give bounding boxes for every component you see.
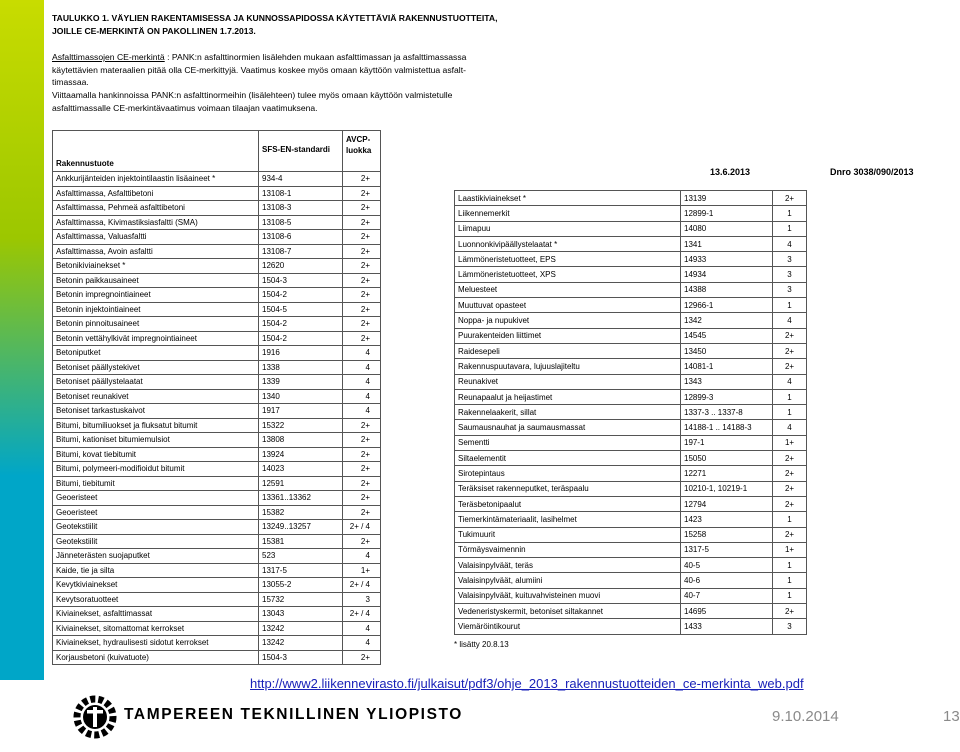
standard-cell: 1337-3 .. 1337-8 — [681, 405, 773, 420]
right-products-table — [454, 190, 807, 635]
avcp-class-cell: 1+ — [343, 563, 381, 578]
product-name-cell: Bitumi, kovat tiebitumit — [53, 447, 259, 462]
product-name-cell: Bitumi, tiebitumit — [53, 476, 259, 491]
table-row — [53, 505, 381, 520]
table-row — [455, 313, 807, 328]
footer-date: 9.10.2014 — [772, 708, 839, 725]
avcp-class-cell: 2+ — [343, 491, 381, 506]
table-row — [53, 375, 381, 390]
table-row — [455, 298, 807, 313]
standard-cell: 1338 — [259, 360, 343, 375]
avcp-class-cell: 2+ — [343, 317, 381, 332]
product-name-cell: Liimapuu — [455, 221, 681, 236]
standard-cell: 14188-1 .. 14188-3 — [681, 420, 773, 435]
table-row — [53, 491, 381, 506]
table-row — [53, 578, 381, 593]
avcp-class-cell: 2+ — [343, 273, 381, 288]
standard-cell: 1317-5 — [259, 563, 343, 578]
product-name-cell: Reunakivet — [455, 374, 681, 389]
product-name-cell: Vedeneristyskermit, betoniset siltakannet — [455, 604, 681, 619]
standard-cell: 14388 — [681, 282, 773, 297]
standard-cell: 12899-3 — [681, 389, 773, 404]
header-avcp: AVCP- luokka — [343, 131, 381, 172]
product-name-cell: Kiviainekset, hydraulisesti sidotut kerrokset — [53, 636, 259, 651]
standard-cell: 1504-2 — [259, 317, 343, 332]
paragraph-text: timassaa. — [52, 77, 89, 88]
standard-cell: 13361..13362 — [259, 491, 343, 506]
product-name-cell: Kevytsoratuotteet — [53, 592, 259, 607]
standard-cell: 12620 — [259, 259, 343, 274]
table-row — [455, 389, 807, 404]
table-row — [53, 172, 381, 187]
avcp-class-cell: 2+ — [343, 215, 381, 230]
title-line-1: TAULUKKO 1. VÄYLIEN RAKENTAMISESSA JA KUNNOSSAPIDOSSA KÄYTETTÄVIÄ RAKENNUSTUOTTEITA, — [52, 13, 498, 23]
table-row — [455, 573, 807, 588]
table-row — [455, 512, 807, 527]
table-row — [53, 244, 381, 259]
document-number: Dnro 3038/090/2013 — [830, 167, 914, 177]
table-row — [455, 588, 807, 603]
product-name-cell: Lämmöneristetuotteet, EPS — [455, 252, 681, 267]
avcp-class-cell: 3 — [343, 592, 381, 607]
standard-cell: 13139 — [681, 191, 773, 206]
left-products-table — [52, 130, 381, 665]
avcp-class-cell: 1+ — [773, 542, 807, 557]
table-row — [53, 389, 381, 404]
product-name-cell: Törmäysvaimennin — [455, 542, 681, 557]
product-name-cell: Bitumi, kationiset bitumiemulsiot — [53, 433, 259, 448]
table-row — [455, 252, 807, 267]
avcp-class-cell: 4 — [343, 360, 381, 375]
table-row — [53, 447, 381, 462]
table-row — [455, 496, 807, 511]
product-name-cell: Kiviainekset, sitomattomat kerrokset — [53, 621, 259, 636]
product-name-cell: Geoeristeet — [53, 491, 259, 506]
paragraph-lead: Asfalttimassojen CE-merkintä — [52, 52, 165, 63]
document-date: 13.6.2013 — [710, 167, 751, 177]
avcp-class-cell: 2+ — [773, 481, 807, 496]
standard-cell: 13450 — [681, 343, 773, 358]
table-row — [455, 542, 807, 557]
avcp-class-cell: 3 — [773, 282, 807, 297]
footnote: * lisätty 20.8.13 — [454, 640, 509, 649]
product-name-cell: Kaide, tie ja silta — [53, 563, 259, 578]
standard-cell: 1504-2 — [259, 331, 343, 346]
standard-cell: 13108-7 — [259, 244, 343, 259]
avcp-class-cell: 1+ — [773, 435, 807, 450]
avcp-class-cell: 2+ — [773, 496, 807, 511]
table-row — [53, 476, 381, 491]
product-name-cell: Lämmöneristetuotteet, XPS — [455, 267, 681, 282]
avcp-class-cell: 4 — [773, 313, 807, 328]
header-product: Rakennustuote — [53, 131, 259, 172]
avcp-class-cell: 3 — [773, 267, 807, 282]
avcp-class-cell: 2+ — [343, 201, 381, 216]
standard-cell: 40-7 — [681, 588, 773, 603]
standard-cell: 1504-5 — [259, 302, 343, 317]
avcp-class-cell: 2+ — [773, 343, 807, 358]
avcp-class-cell: 2+ — [343, 433, 381, 448]
product-name-cell: Meluesteet — [455, 282, 681, 297]
table-row — [53, 302, 381, 317]
paragraph-text: : PANK:n asfalttinormien lisälehden mukaan asfalttimassan ja asfalttimassassa — [164, 52, 467, 63]
university-name: TAMPEREEN TEKNILLINEN YLIOPISTO — [124, 706, 463, 723]
product-name-cell: Teräksiset rakenneputket, teräspaalu — [455, 481, 681, 496]
standard-cell: 14933 — [681, 252, 773, 267]
table-row — [53, 621, 381, 636]
product-name-cell: Asfalttimassa, Pehmeä asfalttibetoni — [53, 201, 259, 216]
table-row — [455, 267, 807, 282]
product-name-cell: Viemäröintikourut — [455, 619, 681, 634]
avcp-class-cell: 2+ — [343, 534, 381, 549]
avcp-class-cell: 2+ — [773, 466, 807, 481]
table-row — [455, 619, 807, 634]
product-name-cell: Betoniset tarkastuskaivot — [53, 404, 259, 419]
avcp-class-cell: 2+ — [343, 172, 381, 187]
standard-cell: 13055-2 — [259, 578, 343, 593]
standard-cell: 1339 — [259, 375, 343, 390]
product-name-cell: Betonin vettähylkivät impregnointiaineet — [53, 331, 259, 346]
avcp-class-cell: 2+ — [773, 359, 807, 374]
standard-cell: 12591 — [259, 476, 343, 491]
standard-cell: 1317-5 — [681, 542, 773, 557]
table-header-row — [53, 131, 381, 172]
standard-cell: 523 — [259, 549, 343, 564]
standard-cell: 14023 — [259, 462, 343, 477]
product-name-cell: Betonin impregnointiaineet — [53, 288, 259, 303]
product-name-cell: Valaisinpylväät, kuituvahvisteinen muovi — [455, 588, 681, 603]
product-name-cell: Noppa- ja nupukivet — [455, 313, 681, 328]
product-name-cell: Betonin pinnoitusaineet — [53, 317, 259, 332]
standard-cell: 12966-1 — [681, 298, 773, 313]
table-row — [455, 466, 807, 481]
table-row — [53, 230, 381, 245]
product-name-cell: Korjausbetoni (kuivatuote) — [53, 650, 259, 665]
table-row — [455, 481, 807, 496]
table-row — [455, 374, 807, 389]
table-row — [455, 343, 807, 358]
product-name-cell: Bitumi, bitumiliuokset ja fluksatut bitumit — [53, 418, 259, 433]
product-name-cell: Rakennelaakerit, sillat — [455, 405, 681, 420]
standard-cell: 14080 — [681, 221, 773, 236]
avcp-class-cell: 4 — [343, 549, 381, 564]
standard-cell: 15050 — [681, 451, 773, 466]
avcp-class-cell: 1 — [773, 221, 807, 236]
gear-logo-icon — [68, 690, 122, 744]
standard-cell: 12899-1 — [681, 206, 773, 221]
document-heading — [52, 12, 522, 114]
table-row — [455, 604, 807, 619]
product-name-cell: Kiviainekset, asfalttimassat — [53, 607, 259, 622]
standard-cell: 1504-2 — [259, 288, 343, 303]
standard-cell: 1917 — [259, 404, 343, 419]
avcp-class-cell: 4 — [773, 420, 807, 435]
standard-cell: 1504-3 — [259, 650, 343, 665]
product-name-cell: Jänneterästen suojaputket — [53, 549, 259, 564]
table-row — [53, 607, 381, 622]
avcp-class-cell: 3 — [773, 252, 807, 267]
avcp-class-cell: 2+ — [773, 328, 807, 343]
avcp-class-cell: 2+ — [343, 650, 381, 665]
standard-cell: 1423 — [681, 512, 773, 527]
avcp-class-cell: 4 — [343, 346, 381, 361]
table-row — [455, 420, 807, 435]
title-line-2: JOILLE CE-MERKINTÄ ON PAKOLLINEN 1.7.2013. — [52, 25, 256, 36]
accent-bar — [0, 0, 44, 680]
product-name-cell: Sirotepintaus — [455, 466, 681, 481]
standard-cell: 1433 — [681, 619, 773, 634]
table-row — [455, 221, 807, 236]
product-name-cell: Geotekstiilit — [53, 520, 259, 535]
avcp-class-cell: 2+ — [343, 259, 381, 274]
product-name-cell: Rakennuspuutavara, lujuuslajiteltu — [455, 359, 681, 374]
product-name-cell: Ankkurijänteiden injektointilaastin lisäaineet * — [53, 172, 259, 187]
standard-cell: 13242 — [259, 621, 343, 636]
product-name-cell: Teräsbetonipaalut — [455, 496, 681, 511]
table-row — [53, 534, 381, 549]
product-name-cell: Asfalttimassa, Kivimastiksiasfaltti (SMA) — [53, 215, 259, 230]
avcp-class-cell: 1 — [773, 206, 807, 221]
table-row — [455, 405, 807, 420]
table-row — [53, 215, 381, 230]
avcp-class-cell: 2+ — [343, 244, 381, 259]
table-row — [53, 346, 381, 361]
avcp-class-cell: 2+ — [343, 505, 381, 520]
avcp-class-cell: 4 — [343, 636, 381, 651]
avcp-class-cell: 1 — [773, 558, 807, 573]
product-name-cell: Betoniputket — [53, 346, 259, 361]
table-row — [455, 558, 807, 573]
product-name-cell: Asfalttimassa, Asfalttibetoni — [53, 186, 259, 201]
table-row — [455, 282, 807, 297]
table-row — [53, 549, 381, 564]
table-row — [455, 435, 807, 450]
page-number: 13 — [943, 708, 960, 725]
standard-cell: 1504-3 — [259, 273, 343, 288]
product-name-cell: Geoeristeet — [53, 505, 259, 520]
avcp-class-cell: 2+ — [343, 447, 381, 462]
table-row — [53, 201, 381, 216]
standard-cell: 14081-1 — [681, 359, 773, 374]
avcp-class-cell: 2+ / 4 — [343, 578, 381, 593]
product-name-cell: Asfalttimassa, Valuasfaltti — [53, 230, 259, 245]
product-name-cell: Raidesepeli — [455, 343, 681, 358]
standard-cell: 13242 — [259, 636, 343, 651]
paragraph-text: käytettävien materaalien pitää olla CE-merkittyjä. Vaatimus koskee myös omaan käyttöön valmistettua asfalt- — [52, 64, 466, 75]
avcp-class-cell: 1 — [773, 298, 807, 313]
avcp-class-cell: 3 — [773, 619, 807, 634]
table-row — [455, 236, 807, 251]
product-name-cell: Reunapaalut ja heijastimet — [455, 389, 681, 404]
table-row — [53, 404, 381, 419]
header-standard: SFS-EN-standardi — [259, 131, 343, 172]
product-name-cell: Betoniset reunakivet — [53, 389, 259, 404]
standard-cell: 12271 — [681, 466, 773, 481]
table-row — [53, 520, 381, 535]
product-name-cell: Bitumi, polymeeri-modifioidut bitumit — [53, 462, 259, 477]
table-row — [53, 186, 381, 201]
table-row — [455, 328, 807, 343]
product-name-cell: Betoniset päällystelaatat — [53, 375, 259, 390]
table-row — [455, 359, 807, 374]
avcp-class-cell: 1 — [773, 405, 807, 420]
table-title — [52, 12, 522, 37]
avcp-class-cell: 2+ — [773, 451, 807, 466]
standard-cell: 14545 — [681, 328, 773, 343]
table-row — [455, 527, 807, 542]
product-name-cell: Betonin paikkausaineet — [53, 273, 259, 288]
table-row — [53, 418, 381, 433]
product-name-cell: Tukimuurit — [455, 527, 681, 542]
standard-cell: 1342 — [681, 313, 773, 328]
product-name-cell: Muuttuvat opasteet — [455, 298, 681, 313]
standard-cell: 40-5 — [681, 558, 773, 573]
standard-cell: 934-4 — [259, 172, 343, 187]
avcp-class-cell: 2+ — [343, 462, 381, 477]
standard-cell: 13249..13257 — [259, 520, 343, 535]
product-name-cell: Puurakenteiden liittimet — [455, 328, 681, 343]
avcp-class-cell: 4 — [343, 375, 381, 390]
avcp-class-cell: 1 — [773, 588, 807, 603]
avcp-class-cell: 2+ — [773, 604, 807, 619]
product-name-cell: Asfalttimassa, Avoin asfaltti — [53, 244, 259, 259]
product-name-cell: Betoniset päällystekivet — [53, 360, 259, 375]
table-row — [53, 592, 381, 607]
product-name-cell: Tiemerkintämateriaalit, lasihelmet — [455, 512, 681, 527]
standard-cell: 15382 — [259, 505, 343, 520]
product-name-cell: Liikennemerkit — [455, 206, 681, 221]
avcp-class-cell: 4 — [773, 236, 807, 251]
avcp-class-cell: 1 — [773, 573, 807, 588]
avcp-class-cell: 2+ — [343, 476, 381, 491]
table-row — [53, 360, 381, 375]
avcp-class-cell: 2+ — [343, 288, 381, 303]
avcp-class-cell: 2+ / 4 — [343, 520, 381, 535]
table-row — [53, 317, 381, 332]
product-name-cell: Luonnonkivipäällystelaatat * — [455, 236, 681, 251]
table-row — [53, 288, 381, 303]
product-name-cell: Laastikiviainekset * — [455, 191, 681, 206]
avcp-class-cell: 2+ — [343, 186, 381, 201]
avcp-class-cell: 1 — [773, 512, 807, 527]
table-row — [53, 331, 381, 346]
avcp-class-cell: 2+ — [343, 418, 381, 433]
paragraph-text: asfalttimassalle CE-merkintävaatimus voimaan tilaajan vaatimuksena. — [52, 102, 318, 113]
table-row — [53, 636, 381, 651]
avcp-class-cell: 2+ — [773, 527, 807, 542]
source-link[interactable]: http://www2.liikennevirasto.fi/julkaisut/pdf3/ohje_2013_rakennustuotteiden_ce-merkinta_web.pdf — [250, 676, 804, 691]
standard-cell: 15732 — [259, 592, 343, 607]
paragraph-text: Viittaamalla hankinnoissa PANK:n asfalttinormeihin (lisälehteen) tulee myös omaan käyttöön valmistetulle — [52, 89, 453, 100]
product-name-cell: Betonin injektointiaineet — [53, 302, 259, 317]
table-row — [53, 462, 381, 477]
avcp-class-cell: 4 — [773, 374, 807, 389]
standard-cell: 13108-6 — [259, 230, 343, 245]
table-row — [53, 563, 381, 578]
standard-cell: 1340 — [259, 389, 343, 404]
product-name-cell: Sementti — [455, 435, 681, 450]
standard-cell: 14934 — [681, 267, 773, 282]
avcp-class-cell: 2+ — [343, 331, 381, 346]
standard-cell: 13924 — [259, 447, 343, 462]
product-name-cell: Siltaelementit — [455, 451, 681, 466]
avcp-class-cell: 2+ — [343, 302, 381, 317]
avcp-class-cell: 4 — [343, 404, 381, 419]
product-name-cell: Valaisinpylväät, alumiini — [455, 573, 681, 588]
avcp-class-cell: 2+ — [343, 230, 381, 245]
standard-cell: 15322 — [259, 418, 343, 433]
table-row — [53, 433, 381, 448]
slide-content — [44, 0, 960, 680]
product-name-cell: Kevytkiviainekset — [53, 578, 259, 593]
standard-cell: 13043 — [259, 607, 343, 622]
asphalt-paragraph — [52, 51, 522, 114]
standard-cell: 14695 — [681, 604, 773, 619]
standard-cell: 12794 — [681, 496, 773, 511]
standard-cell: 13808 — [259, 433, 343, 448]
table-row — [455, 191, 807, 206]
standard-cell: 13108-1 — [259, 186, 343, 201]
standard-cell: 1341 — [681, 236, 773, 251]
avcp-class-cell: 4 — [343, 389, 381, 404]
standard-cell: 1916 — [259, 346, 343, 361]
product-name-cell: Valaisinpylväät, teräs — [455, 558, 681, 573]
standard-cell: 10210-1, 10219-1 — [681, 481, 773, 496]
avcp-class-cell: 4 — [343, 621, 381, 636]
product-name-cell: Betonikiviainekset * — [53, 259, 259, 274]
table-row — [455, 206, 807, 221]
standard-cell: 13108-5 — [259, 215, 343, 230]
standard-cell: 40-6 — [681, 573, 773, 588]
product-name-cell: Geotekstiilit — [53, 534, 259, 549]
table-row — [53, 259, 381, 274]
table-row — [455, 451, 807, 466]
standard-cell: 15258 — [681, 527, 773, 542]
standard-cell: 197-1 — [681, 435, 773, 450]
avcp-class-cell: 2+ / 4 — [343, 607, 381, 622]
table-row — [53, 650, 381, 665]
avcp-class-cell: 2+ — [773, 191, 807, 206]
standard-cell: 13108-3 — [259, 201, 343, 216]
product-name-cell: Saumausnauhat ja saumausmassat — [455, 420, 681, 435]
standard-cell: 15381 — [259, 534, 343, 549]
standard-cell: 1343 — [681, 374, 773, 389]
table-row — [53, 273, 381, 288]
avcp-class-cell: 1 — [773, 389, 807, 404]
